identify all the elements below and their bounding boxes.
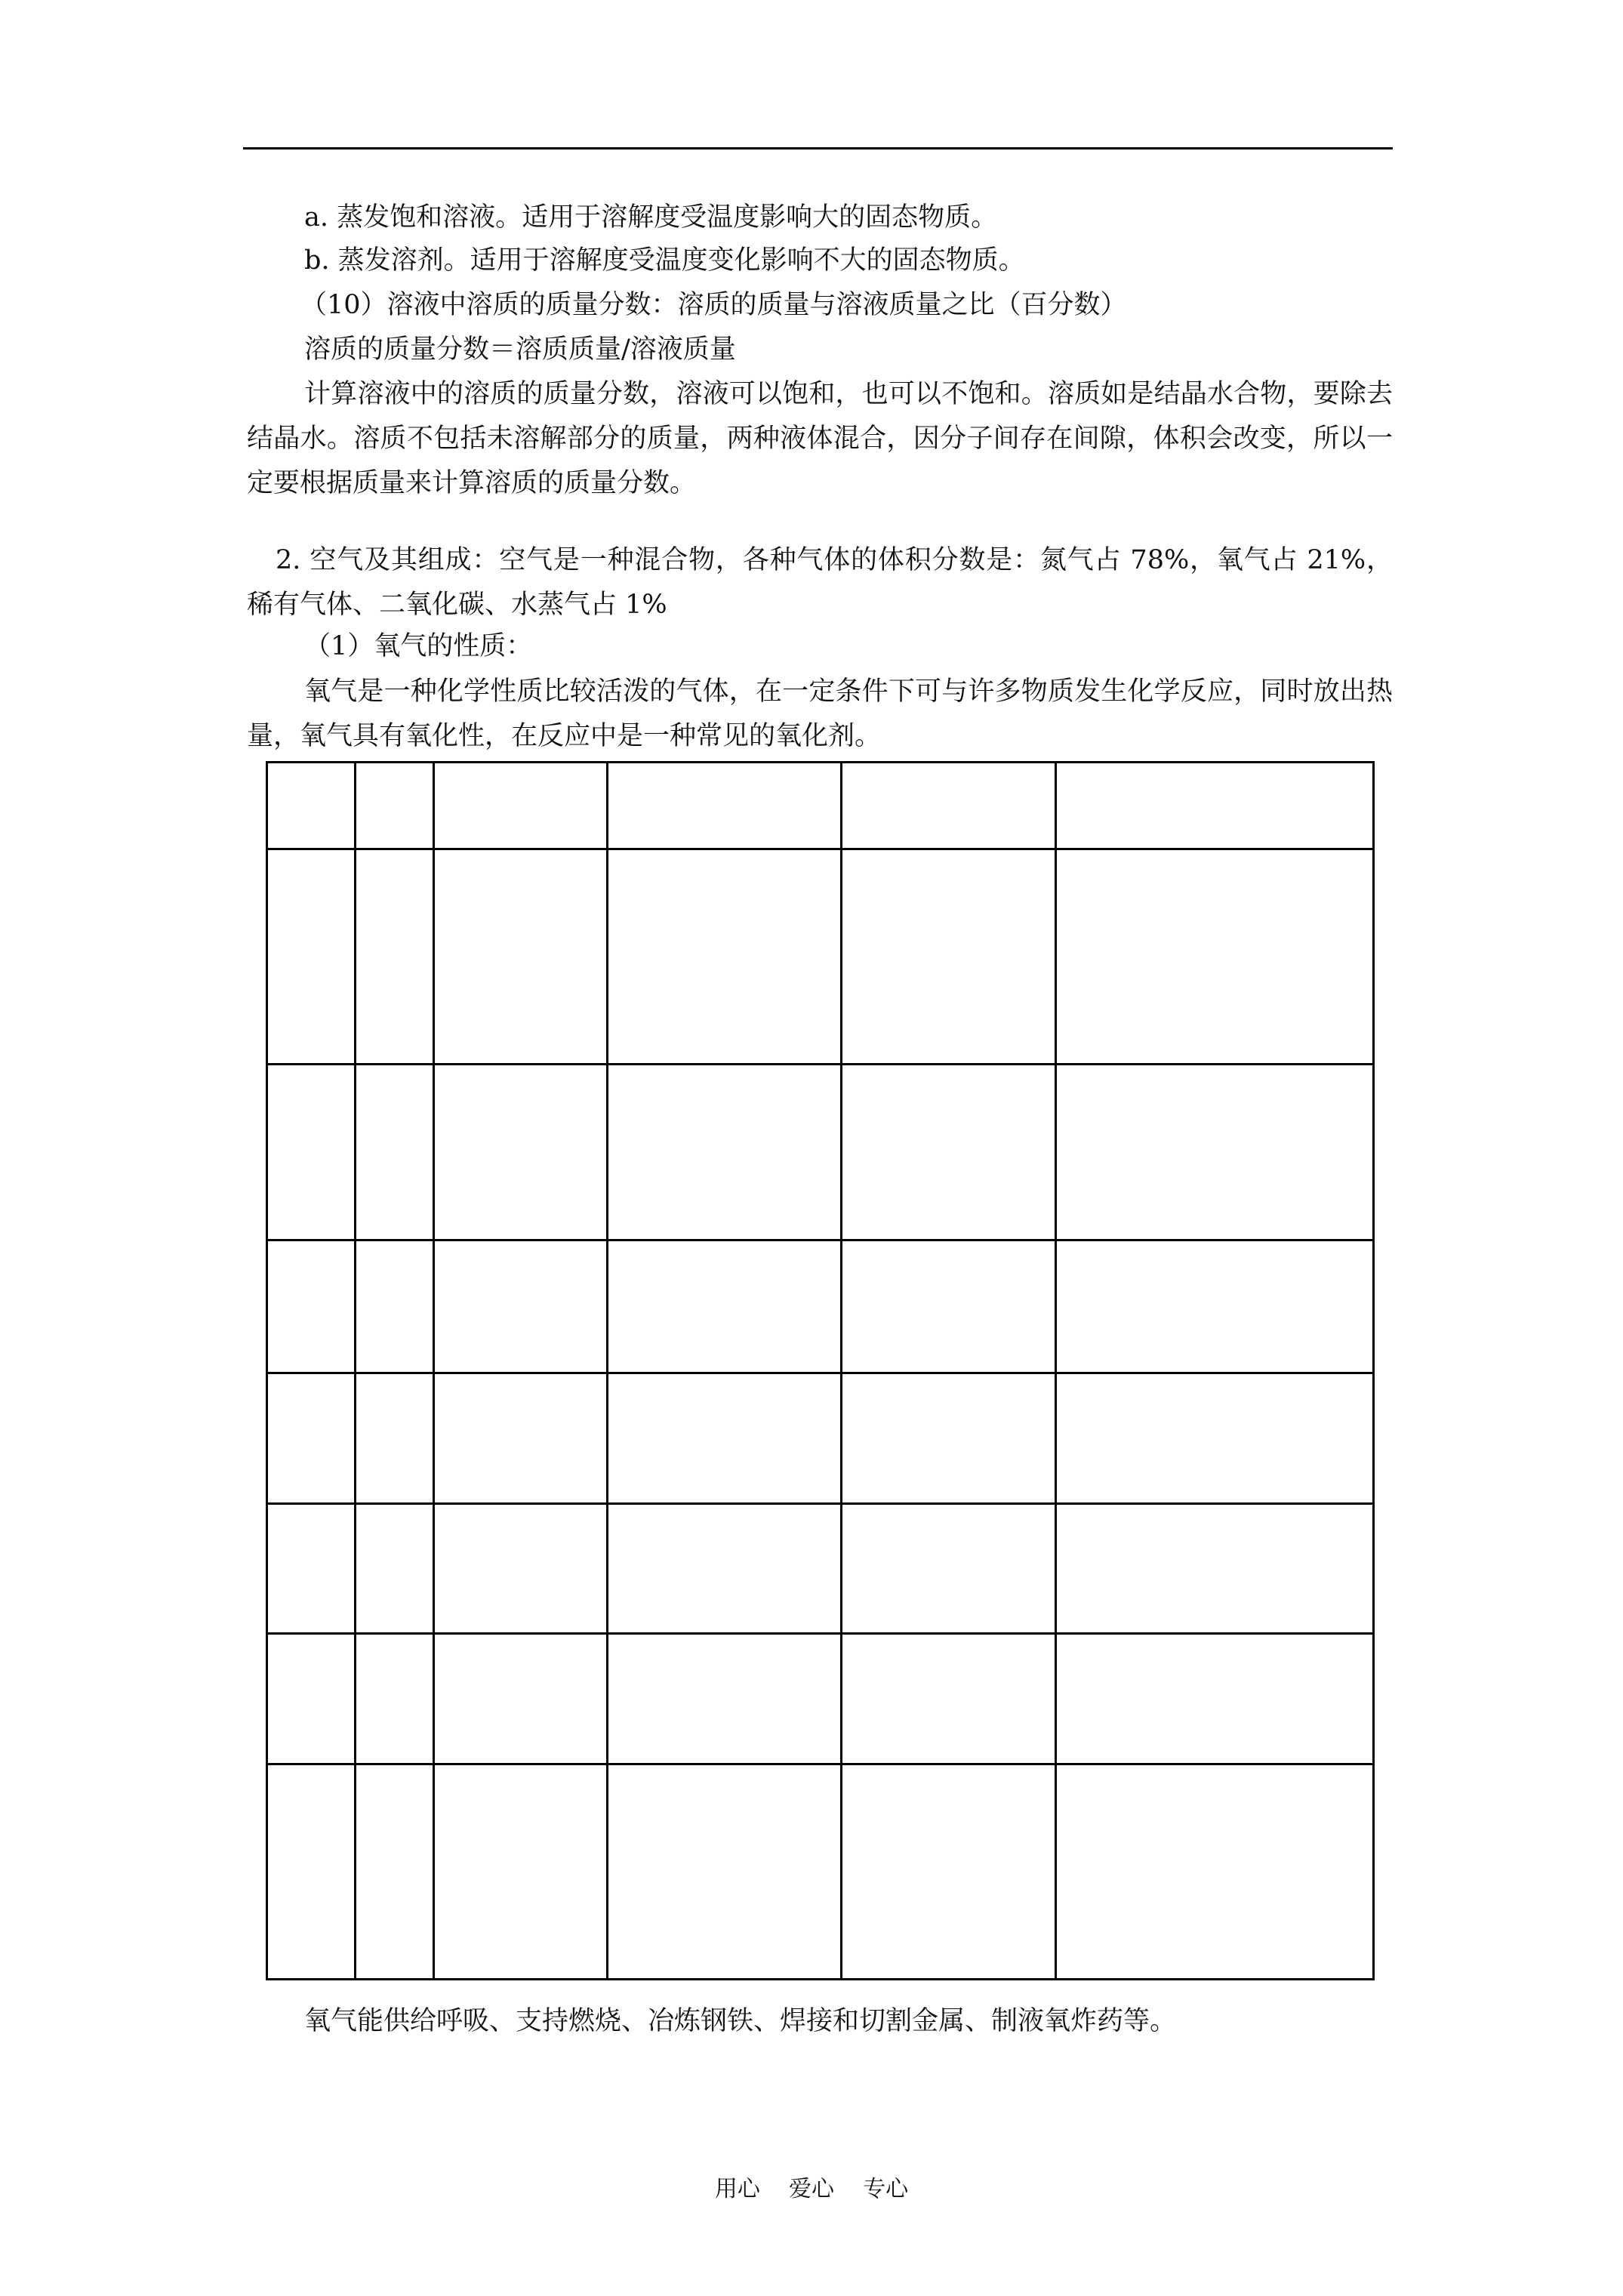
table-cell bbox=[267, 763, 356, 849]
table-cell bbox=[356, 1504, 434, 1634]
table-cell bbox=[434, 1373, 608, 1504]
table-cell bbox=[267, 1373, 356, 1504]
paragraph-air-composition: 2. 空气及其组成：空气是一种混合物，各种气体的体积分数是：氮气占 78%，氧气占 21%，稀有气体、二氧化碳、水蒸气占 1% bbox=[247, 545, 1393, 620]
table-cell bbox=[608, 1634, 842, 1764]
table-cell bbox=[356, 1240, 434, 1373]
table-row bbox=[267, 849, 1374, 1065]
table-cell bbox=[434, 1634, 608, 1764]
line-oxygen-uses: 氧气能供给呼吸、支持燃烧、冶炼钢铁、焊接和切割金属、制液氧炸药等。 bbox=[304, 2006, 1177, 2036]
table-cell bbox=[356, 763, 434, 849]
table-cell bbox=[356, 1764, 434, 1980]
table-cell bbox=[356, 849, 434, 1065]
table-cell bbox=[1056, 1065, 1374, 1240]
table-cell bbox=[842, 1634, 1056, 1764]
table-row bbox=[267, 1764, 1374, 1980]
table-cell bbox=[842, 1373, 1056, 1504]
paragraph-calc-mass-fraction: 计算溶液中的溶质的质量分数，溶液可以饱和，也可以不饱和。溶质如是结晶水合物，要除去结晶水。溶质不包括未溶解部分的质量，两种液体混合，因分子间存在间隙，体积会改变，所以一定要根据质量来计算溶质的质量分数。 bbox=[247, 379, 1393, 498]
table-cell bbox=[608, 1373, 842, 1504]
table-cell bbox=[434, 849, 608, 1065]
table-cell bbox=[434, 1240, 608, 1373]
table-row bbox=[267, 1065, 1374, 1240]
table-cell bbox=[434, 1764, 608, 1980]
table-cell bbox=[356, 1634, 434, 1764]
table-cell bbox=[267, 1504, 356, 1634]
table-cell bbox=[608, 849, 842, 1065]
table-cell bbox=[1056, 1504, 1374, 1634]
table-cell bbox=[267, 849, 356, 1065]
table-cell bbox=[842, 1504, 1056, 1634]
table-row bbox=[267, 1373, 1374, 1504]
line-mass-fraction-definition: （10）溶液中溶质的质量分数：溶质的质量与溶液质量之比（百分数） bbox=[300, 290, 1127, 320]
table-row bbox=[267, 1504, 1374, 1634]
table-cell bbox=[434, 1504, 608, 1634]
table-cell bbox=[608, 1240, 842, 1373]
table-cell bbox=[842, 1240, 1056, 1373]
line-mass-fraction-formula: 溶质的质量分数＝溶质质量/溶液质量 bbox=[304, 334, 736, 365]
table-row bbox=[267, 763, 1374, 849]
paragraph-oxygen-properties: 氧气是一种化学性质比较活泼的气体，在一定条件下可与许多物质发生化学反应，同时放出热量，氧气具有氧化性，在反应中是一种常见的氧化剂。 bbox=[247, 676, 1393, 751]
line-evaporate-solvent: b. 蒸发溶剂。适用于溶解度受温度变化影响不大的固态物质。 bbox=[304, 245, 1025, 276]
table-cell bbox=[608, 763, 842, 849]
oxygen-reactions-table bbox=[266, 761, 1375, 1980]
table-cell bbox=[608, 1065, 842, 1240]
table-cell bbox=[356, 1373, 434, 1504]
table-cell bbox=[434, 763, 608, 849]
table-cell bbox=[842, 1764, 1056, 1980]
table-cell bbox=[434, 1065, 608, 1240]
table-cell bbox=[356, 1065, 434, 1240]
table-cell bbox=[267, 1240, 356, 1373]
table-cell bbox=[842, 763, 1056, 849]
table-cell bbox=[267, 1634, 356, 1764]
table-cell bbox=[1056, 849, 1374, 1065]
table-cell bbox=[1056, 763, 1374, 849]
table-row bbox=[267, 1240, 1374, 1373]
table-cell bbox=[1056, 1764, 1374, 1980]
table-cell bbox=[842, 1065, 1056, 1240]
table-cell bbox=[267, 1764, 356, 1980]
table-cell bbox=[1056, 1634, 1374, 1764]
table-cell bbox=[267, 1065, 356, 1240]
table-cell bbox=[608, 1764, 842, 1980]
table-cell bbox=[608, 1504, 842, 1634]
table-cell bbox=[842, 849, 1056, 1065]
line-evaporate-saturated: a. 蒸发饱和溶液。适用于溶解度受温度影响大的固态物质。 bbox=[304, 202, 998, 233]
table-cell bbox=[1056, 1240, 1374, 1373]
header-rule bbox=[243, 147, 1393, 149]
table-cell bbox=[1056, 1373, 1374, 1504]
table-row bbox=[267, 1634, 1374, 1764]
heading-oxygen-properties: （1）氧气的性质： bbox=[304, 631, 533, 661]
page-footer: 用心 爱心 专心 bbox=[714, 2176, 909, 2202]
